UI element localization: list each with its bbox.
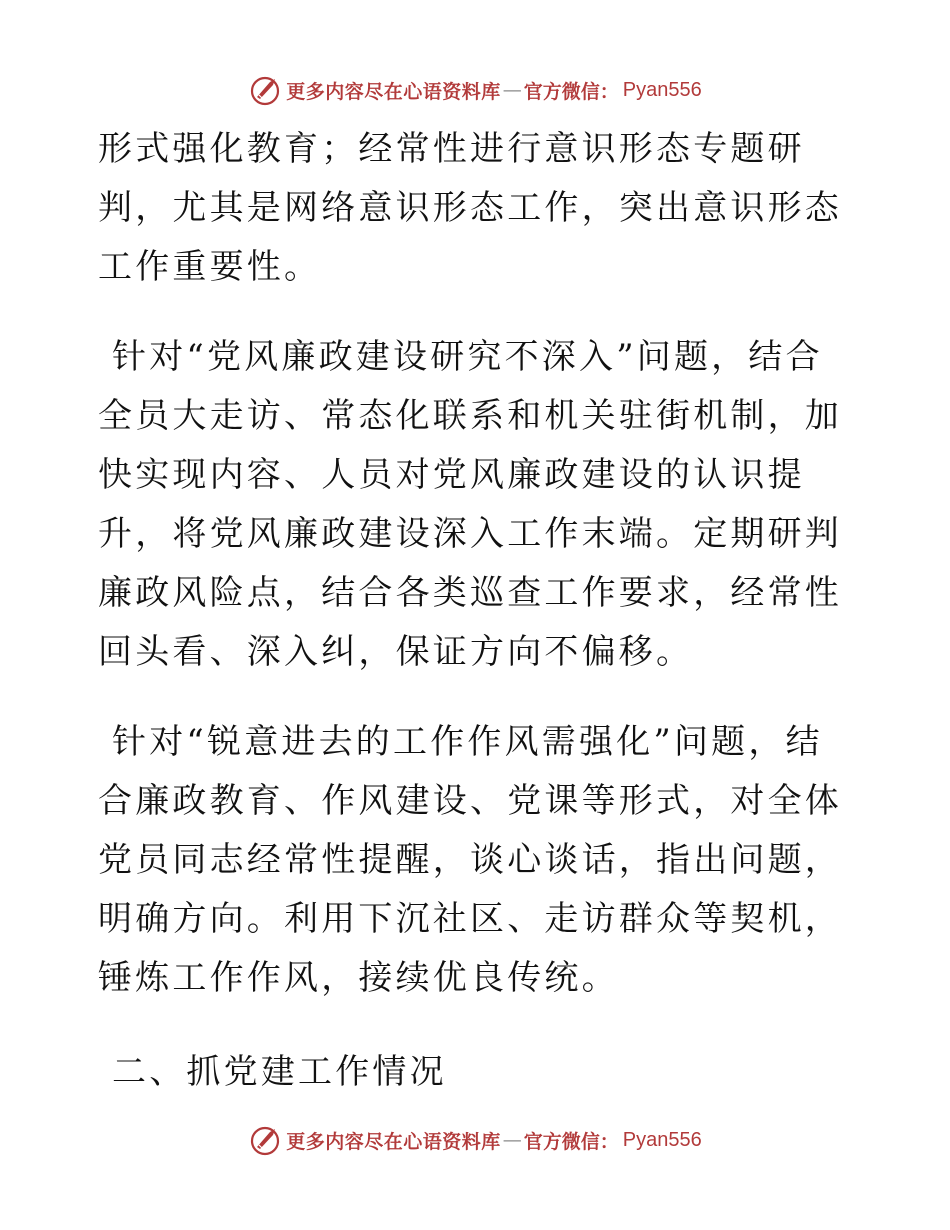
banner-label: 官方微信：: [523, 80, 619, 103]
footer-banner: [0, 1120, 950, 1160]
banner-brand: 更多内容尽在心语资料库: [286, 80, 501, 103]
banner-wechat-id: Pyan556: [622, 78, 702, 101]
section-heading: 二、抓党建工作情况: [98, 1052, 447, 1092]
banner-separator: —: [502, 79, 522, 101]
banner-brand: 更多内容尽在心语资料库: [286, 1130, 501, 1153]
paragraph-1: 形式强化教育；经常性进行意识形态专题研判，尤其是网络意识形态工作，突出意识形态工作重要性。: [98, 129, 842, 287]
paragraph-2: 针对“党风廉政建设研究不深入”问题，结合全员大走访、常态化联系和机关驻街机制，加快实现内容、人员对党风廉政建设的认识提升，将党风廉政建设深入工作末端。定期研判廉政风险点，结合各类巡查工作要求，经常性回头看、深入纠，保证方向不偏移。: [98, 337, 842, 672]
pen-logo-icon: [248, 1123, 282, 1157]
banner-label: 官方微信：: [523, 1130, 619, 1153]
header-banner: [0, 70, 950, 110]
pen-logo-icon: [248, 73, 282, 107]
paragraph-3: 针对“锐意进去的工作作风需强化”问题，结合廉政教育、作风建设、党课等形式，对全体党员同志经常性提醒，谈心谈话，指出问题，明确方向。利用下沉社区、走访群众等契机，锤炼工作作风，接续优良传统。: [98, 722, 842, 998]
banner-separator: —: [502, 1129, 522, 1151]
document-body: [98, 120, 853, 1102]
banner-wechat-id: Pyan556: [622, 1128, 702, 1151]
